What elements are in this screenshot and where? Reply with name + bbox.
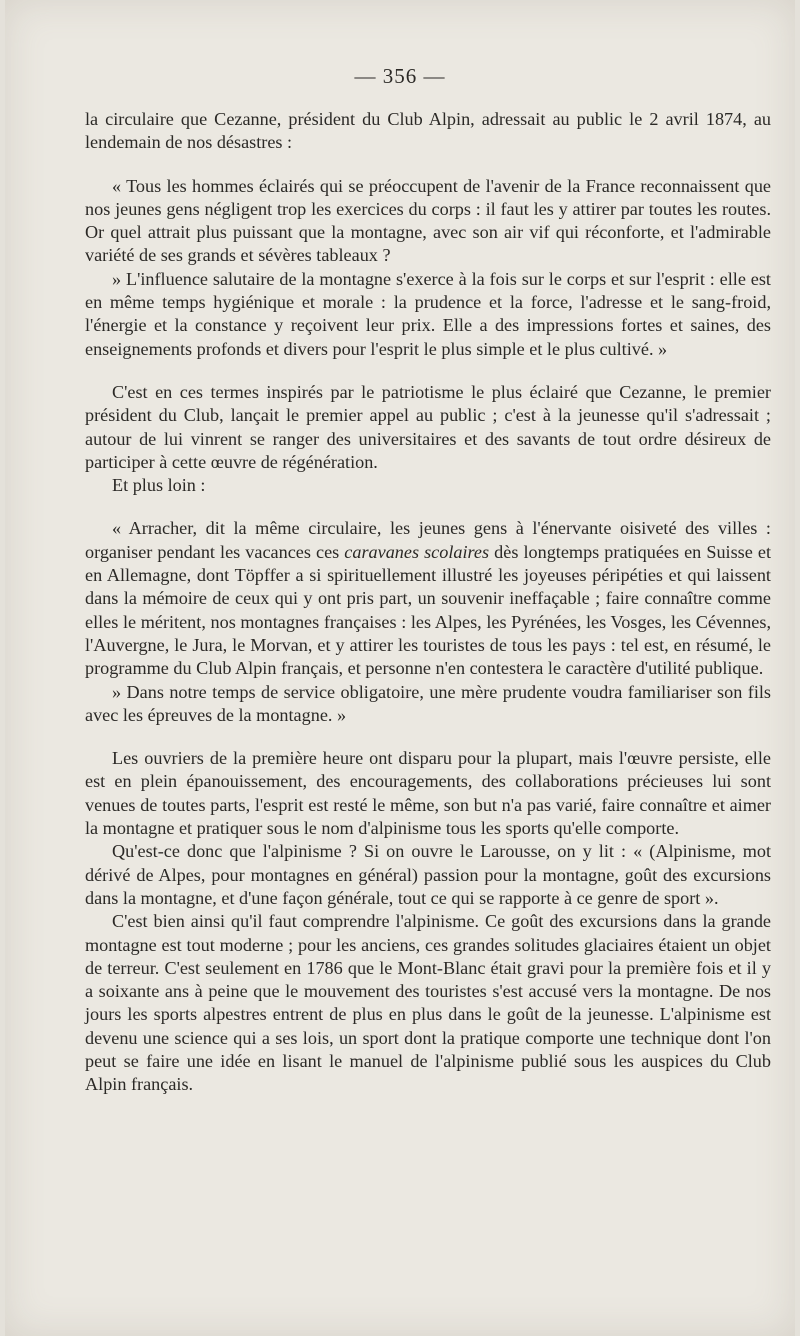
- paragraph-3: » L'influence salutaire de la montagne s'exerce à la fois sur le corps et sur l'esprit : elle est en même temps hygiénique et morale : la prudence et la force, l'adresse et le sang-froid, l'énergie et la constance y reçoivent leur prix. Elle a des impressions fortes et saines, des enseignements profonds et divers pour l'esprit le plus simple et le plus cultivé. »: [85, 268, 771, 359]
- paragraph-8: Les ouvriers de la première heure ont disparu pour la plupart, mais l'œuvre persiste, elle est en plein épanouissement, des encouragements, des collaborations précieuses lui sont venues de toutes parts, l'esprit est resté le même, son but n'a pas varié, faire connaître et aimer la montagne et pratiquer sous le nom d'alpinisme tous les sports qu'elle comporte.: [85, 748, 771, 839]
- paragraph-4: C'est en ces termes inspirés par le patriotisme le plus éclairé que Cezanne, le premier président du Club, lançait le premier appel au public ; c'est à la jeunesse qu'il s'adressait ; autour de lui vinrent se ranger des universitaires et des savants de tout ordre désireux de participer à cette œuvre de régénération.: [85, 381, 771, 472]
- italic-phrase: caravanes scolaires: [344, 541, 490, 562]
- paragraph-2: « Tous les hommes éclairés qui se préoccupent de l'avenir de la France reconnaissent que nos jeunes gens négligent trop les exercices du corps : il faut les y attirer par toutes les routes. Or quel attrait plus puissant que la montagne, avec son air vif qui réconforte, et l'admirable variété de ses grands et sévères tableaux ?: [85, 175, 771, 266]
- paragraph-9: Qu'est-ce donc que l'alpinisme ? Si on ouvre le Larousse, on y lit : « (Alpinisme, mot dérivé de Alpes, pour montagnes en général) passion pour la montagne, goût des excursions dans la montagne, et d'une façon générale, tout ce qui se rapporte à ce genre de sport ».: [85, 841, 771, 908]
- page-number: — 356 —: [354, 64, 446, 88]
- paragraph-6-text-a: « Arracher, dit la même circulaire, les jeunes gens à l'énervante oisiveté des villes : organiser pendant les vacances ces: [85, 518, 771, 562]
- paragraph-6: [85, 517, 771, 680]
- paragraph-6-text-b: dès longtemps pratiquées en Suisse et en Allemagne, dont Töpffer a si spirituellement illustré les joyeuses péripéties et qui laissent dans la mémoire de ceux qui y ont pris part, un souvenir ineffaçable ; faire connaître comme elles le méritent, nos montagnes françaises : les Alpes, les Pyrénées, les Vosges, les Cévennes, l'Auvergne, le Jura, le Morvan, et y attirer les touristes de tous les pays : tel est, en résumé, le programme du Club Alpin français, et personne n'en contestera le caractère d'utilité publique.: [85, 541, 772, 679]
- document-page: [5, 0, 795, 1336]
- paragraph-1: la circulaire que Cezanne, président du Club Alpin, adressait au public le 2 avril 1874, au lendemain de nos désastres :: [85, 109, 771, 153]
- paragraph-5: Et plus loin :: [112, 475, 206, 496]
- body-text: [85, 108, 771, 1097]
- paragraph-10: C'est bien ainsi qu'il faut comprendre l'alpinisme. Ce goût des excursions dans la grande montagne est tout moderne ; pour les anciens, ces grandes solitudes glaciaires étaient un objet de terreur. C'est seulement en 1786 que le Mont-Blanc était gravi pour la première fois et il y a soixante ans à peine que le mouvement des touristes s'est accusé vers la montagne. De nos jours les sports alpestres entrent de plus en plus dans le goût de la jeunesse. L'alpinisme est devenu une science qui a ses lois, un sport dont la pratique comporte une technique dont l'on peut se faire une idée en lisant le manuel de l'alpinisme publié sous les auspices du Club Alpin français.: [85, 911, 771, 1095]
- paragraph-7: » Dans notre temps de service obligatoire, une mère prudente voudra familiariser son fils avec les épreuves de la montagne. »: [85, 681, 771, 725]
